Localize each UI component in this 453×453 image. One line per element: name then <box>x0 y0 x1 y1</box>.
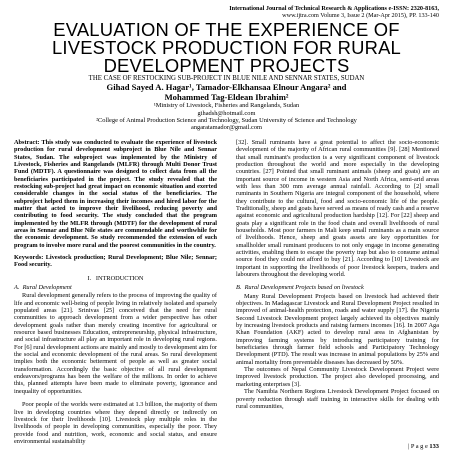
journal-issue: www.ijtra.com Volume 3, Issue 2 (Mar-Apr 2015), PP. 133-140 <box>282 12 439 20</box>
paragraph: [32]. Small ruminants have a great potential to affect the socio-economic development of the majority of African rural communities [9]. [28] Mentioned that small ruminant's production is a very significant component of livestock production throughout the world and more especially in the developing countries. [27] Pointed that small ruminant animals (sheep and goats) are an important source of income in western Asia and North Africa, semi-arid areas with less than 300 mm average annual rainfall. According to [2] small ruminants in Southern Nigeria are integral component of the household, where they contribute to the cultural, food and socio-economic life of the people. Traditionally, sheep and goats have served as means of ready cash and a reserve against economic and agricultural production hardship [12]. For [22] sheep and goats play a significant role in the food chain and overall livelihoods of rural households. Most poor farmers in Mali keep small ruminants as a main source of livelihoods. Hence, sheep and goats assets are key opportunities for smallholder small ruminant producers to not only engage in income generating activities, enabling them to escape the poverty trap but also to consume animal source food they could not afford to buy [21]. According to [10] Livestock are important in supporting the livelihoods of poor livestock keepers, traders and labourers throughout the developing world. <box>236 138 439 278</box>
paper-subtitle: THE CASE OF RESTOCKING SUB-PROJECT IN BLUE NILE AND SENNAR STATES, SUDAN <box>88 75 365 83</box>
page-footer <box>408 443 439 450</box>
paragraph: Poor people of the worlds were estimated at 1.3 billion, the majority of them live in developing countries where they depend directly or indirectly on livestock for their livelihoods [10]. Livestock play multiple roles in the livelihoods of people in developing communities, especially the poor. They provide food and nutrition, work, economic and social status, and ensure environmental sustainability <box>14 401 217 445</box>
paragraph: The outcomes of Nepal Community Livestock Development Project were improved livestock production. The project also developed processing, and marketing enterprises [3]. <box>236 366 439 388</box>
authors-line-1: Gihad Sayed A. Hagar¹, Tamador-Elkhansaa Elnour Angara² and <box>106 82 347 93</box>
paragraph: Rural development generally refers to the process of improving the quality of life and economic well-being of people living in relatively isolated and sparsely populated areas [21]. Srinivas [25] conceived that the need for rural communities to approach development from a wider perspective has other development goals rather than merely creating incentive for agricultural or resource based businesses Education, entrepreneurship, physical infrastructure, and social infrastructure all play an important role in developing rural regions. For [6] rural development actions are mainly and mostly to development aim for the social and economic development of the rural areas. So rural development implies both the economic betterment of people as well as greater social transformation. Accordingly the basic objective of all rural development endeavors/programs has been the welfare of the millions. In order to achieve this, planned attempts have been made to eliminate poverty, ignorance and inequality of opportunities. <box>14 292 217 395</box>
affiliation-1: ¹Ministry of Livestock, Fisheries and Rangelands, Sudan <box>153 102 300 110</box>
keywords: Keywords: Livestock production; Rural Development; Blue Nile; Sennar; Food security. <box>14 253 217 269</box>
abstract: Abstract: This study was conducted to evaluate the experience of livestock production for rural development subproject in Blue Nile and Sennar States, Sudan. The subproject was implemented by the Ministry of Livestock, Fisheries and Rangelands (MLFR) through Multi Donor Trust Fund (MDTF). A questionnaire was designed to collect data from all the beneficiaries participated in the project. The study revealed that the restocking sub-project had great impact on economic situation and exerted considerable changes in the social status of the beneficiaries. The subproject helped them in increasing their incomes and hired labor for the matter that acted to improve their livelihood, reducing poverty and contributing to food security. The study concluded that the program implemented by the MLFR through (MDTF) for the development of rural areas in Sennar and Blue Nile states are commendable and worthwhile for the economic development. So study recommended the extension of such program to involve more rural and the poorest communities in the country. <box>14 138 217 249</box>
journal-name: International Journal of Technical Research & Applications e-ISSN: 2320-8163, <box>229 5 439 12</box>
paragraph: Many Rural Development Projects based on livestock had achieved their objectives. In Madagascar Livestock and Rural Development Project resulted in improved of animal-health protection, roads and water supply [17]. the Nigeria Second Livestock Development project largely achieved its objectives mainly by increasing livestock products and raising farmers incomes [16]. In 2007 Aga Khan Foundation (AKF) acted to develop rural area in Afghanistan by improving farming systems by introducing participatory training for beneficiaries through farmer field schools and Participatory Technology Development (PTD). The result was increase in animal populations by 25% and animal mortality from preventable diseases has decreased by 50%. <box>236 292 439 366</box>
right-column <box>236 139 439 445</box>
journal-header <box>14 5 439 19</box>
paragraph: The Namibia Northern Regions Livestock Development Project focused on poverty reduction through staff training in interactive skills for dealing with rural communities, <box>236 388 439 410</box>
page-label: | P a g e <box>407 443 430 450</box>
email-2: angaratamador@gmail.com <box>190 124 262 132</box>
affiliation-2: ²College of Animal Production Science and Technology, Sudan University of Science and Technology <box>96 117 357 124</box>
email-1: gihadsh@hotmail.com <box>197 109 256 117</box>
section-heading-introduction: I. INTRODUCTION <box>87 274 144 282</box>
authors-line-2: Mohammed Tag-Eldean Ibrahim² <box>164 91 289 102</box>
left-column <box>14 139 217 445</box>
subsection-heading-rural-development: A. Rural Development <box>14 284 72 291</box>
subsection-heading-projects: B. Rural Development Projects based on livestock <box>236 284 364 292</box>
page-number: 133 <box>429 443 439 450</box>
body-columns <box>14 139 439 445</box>
paper-title: EVALUATION OF THE EXPERIENCE OF LIVESTOCK PRODUCTION FOR RURAL DEVELOPMENT PROJECTS <box>51 19 401 76</box>
